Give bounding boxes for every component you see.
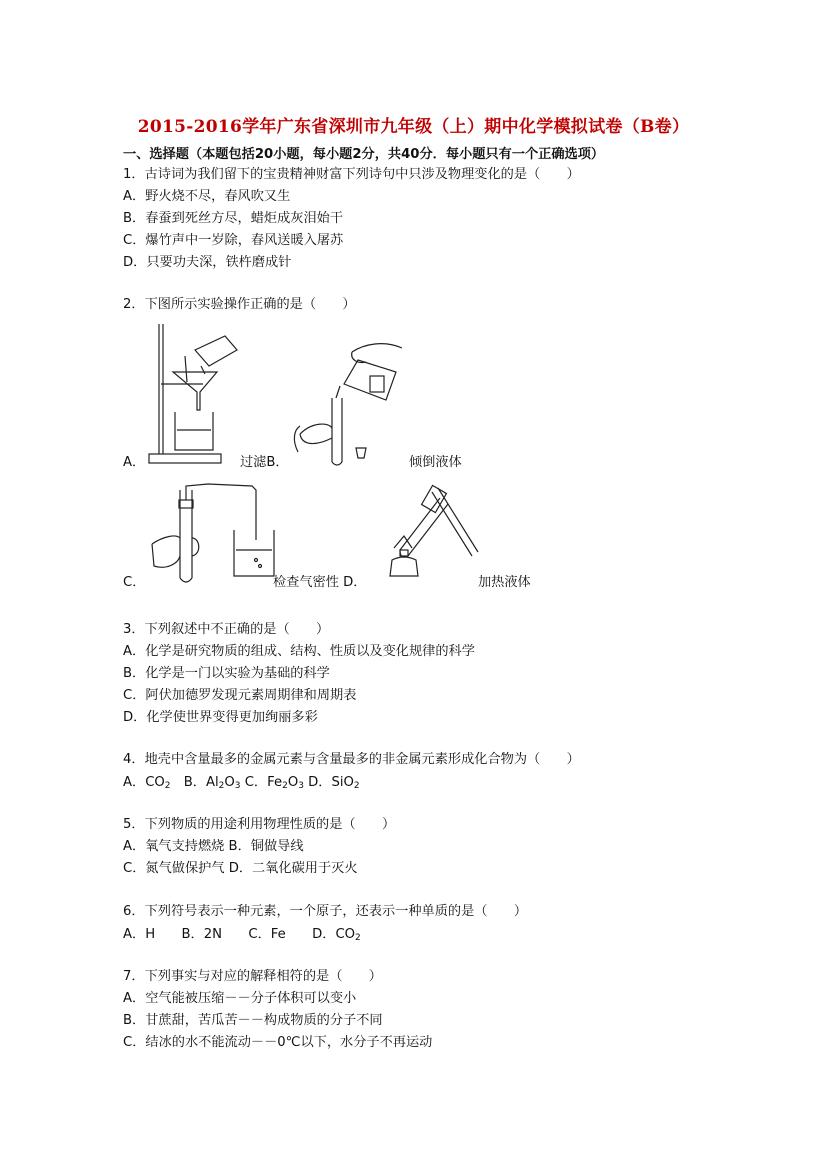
q2-option-b-text: 倾倒液体 [409,455,462,470]
q2-option-c-letter: C． [123,575,146,590]
q2-option-c-text: 检查气密性 D． [273,575,367,590]
pouring-liquid-figure [292,330,412,465]
filtration-figure [145,322,245,467]
section-heading: 一、选择题（本题包括20小题，每小题2分，共40分．每小题只有一个正确选项） [123,147,605,162]
q2-option-d-text: 加热液体 [478,575,531,590]
q3-option-d: D．化学使世界变得更加绚丽多彩 [123,710,318,725]
q1-option-b: B．春蚕到死丝方尽，蜡炬成灰泪始干 [123,211,344,226]
q1-option-d: D．只要功夫深，铁杵磨成针 [123,255,292,270]
exam-title: 2015-2016学年广东省深圳市九年级（上）期中化学模拟试卷（B卷） [137,117,690,137]
q1-option-a: A．野火烧不尽，春风吹又生 [123,189,291,204]
q3-option-c: C．阿伏加德罗发现元素周期律和周期表 [123,688,357,703]
q7-option-b: B．甘蔗甜，苦瓜苦－－构成物质的分子不同 [123,1013,383,1028]
q3-option-a: A．化学是研究物质的组成、结构、性质以及变化规律的科学 [123,644,475,659]
q3-option-b: B．化学是一门以实验为基础的科学 [123,666,330,681]
q7-option-c: C．结冰的水不能流动－－0℃以下，水分子不再运动 [123,1035,433,1050]
q4-options: A．$CO_2$ B．$Al_2O_3$ C．$Fe_2O_3$ D．SiO$_2$ [123,775,360,791]
q1-stem: 1．古诗词为我们留下的宝贵精神财富下列诗句中只涉及物理变化的是（ ） [123,167,580,182]
heating-liquid-figure [382,484,482,584]
airtightness-check-figure [148,478,288,588]
q2-option-a-text: 过滤B． [240,455,289,470]
q7-option-a: A．空气能被压缩－－分子体积可以变小 [123,991,357,1006]
q2-stem: 2．下图所示实验操作正确的是（ ） [123,297,356,312]
q4-stem: 4．地壳中含量最多的金属元素与含量最多的非金属元素形成化合物为（ ） [123,752,580,767]
q2-option-a-letter: A． [123,455,146,470]
q1-option-c: C．爆竹声中一岁除，春风送暖入屠苏 [123,233,344,248]
q6-stem: 6．下列符号表示一种元素，一个原子，还表示一种单质的是（ ） [123,904,528,919]
q5-options-cd: C．氮气做保护气 D．二氧化碳用于灭火 [123,861,358,876]
q7-stem: 7．下列事实与对应的解释相符的是（ ） [123,969,382,984]
q6-options: A．H B．2N C．Fe D．$CO_2$ [123,927,361,943]
q5-options-ab: A．氧气支持燃烧 B．铜做导线 [123,839,304,854]
q5-stem: 5．下列物质的用途利用物理性质的是（ ） [123,817,396,832]
q3-stem: 3．下列叙述中不正确的是（ ） [123,622,330,637]
